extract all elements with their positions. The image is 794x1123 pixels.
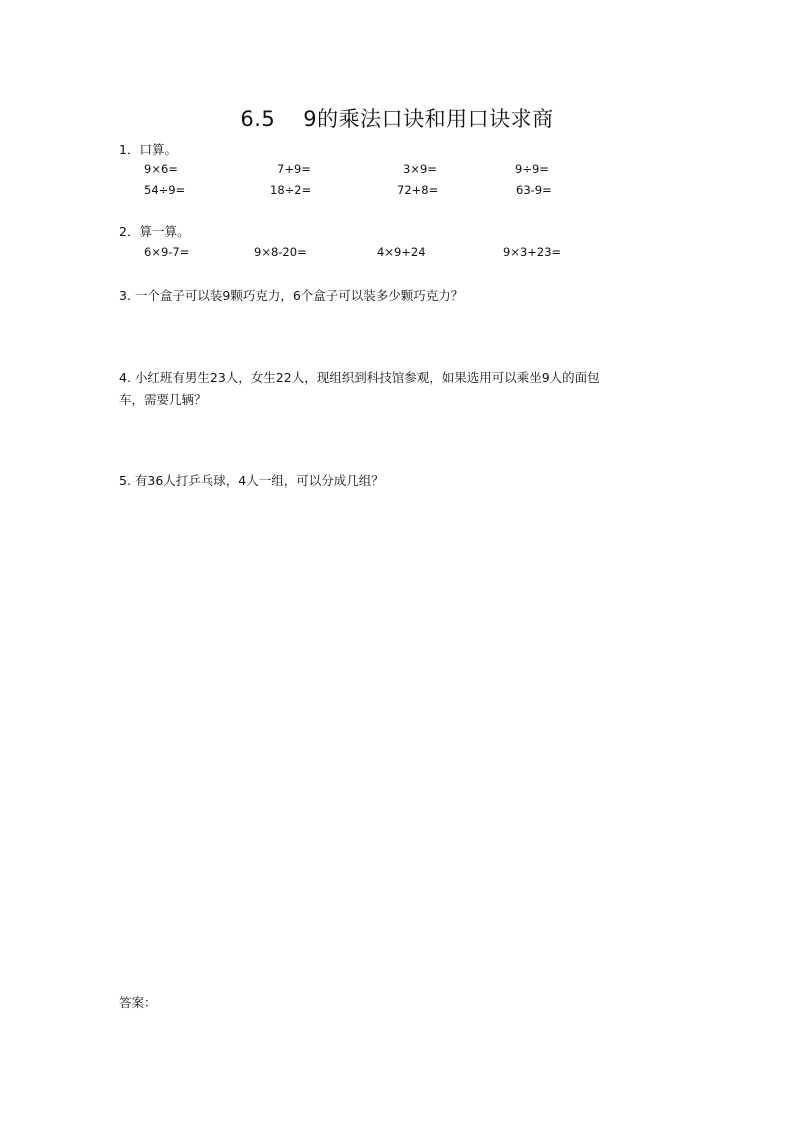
problem: 9÷9= [515, 162, 549, 176]
problem: 54÷9= [144, 183, 186, 197]
page-title [0, 103, 794, 133]
problem: 63-9= [516, 183, 552, 197]
section-number: 6.5 [240, 107, 276, 131]
question-4-line-2: 车，需要几辆？ [119, 392, 207, 407]
problem: 72+8= [397, 183, 439, 197]
problem: 9×3+23= [503, 245, 562, 259]
question-4-line-1: 4. 小红班有男生23人，女生22人，现组织到科技馆参观，如果选用可以乘坐9人的面包 [119, 370, 600, 385]
question-5: 5. 有36人打乒乓球，4人一组，可以分成几组？ [119, 473, 384, 488]
answer-label: 答案： [119, 995, 157, 1010]
problem: 4×9+24 [377, 245, 426, 259]
question-4 [119, 367, 689, 411]
question-3: 3. 一个盒子可以装9颗巧克力，6个盒子可以装多少颗巧克力？ [119, 288, 464, 303]
section-title: 9的乘法口诀和用口诀求商 [303, 107, 554, 131]
problem: 3×9= [403, 162, 437, 176]
problem: 18÷2= [270, 183, 312, 197]
problem: 9×8-20= [254, 245, 307, 259]
problem: 9×6= [144, 162, 178, 176]
question-1-label: 1．口算。 [119, 142, 177, 157]
problem: 7+9= [277, 162, 311, 176]
problem: 6×9-7= [144, 245, 190, 259]
question-2-label: 2．算一算。 [119, 224, 190, 239]
